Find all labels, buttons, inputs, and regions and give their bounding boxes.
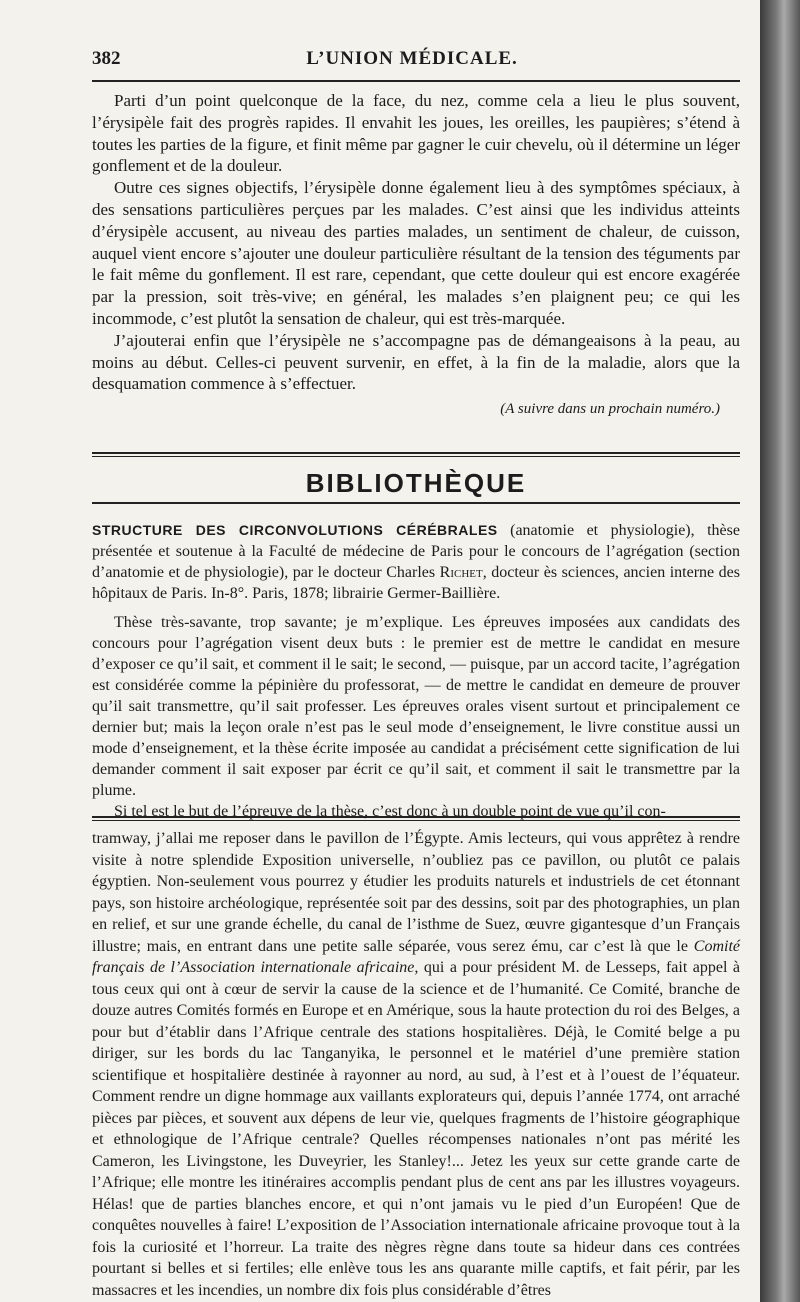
committee-name: Comité français de l’Association internationale africaine, <box>92 937 740 976</box>
page-number: 382 <box>92 48 121 69</box>
review-paragraph: Si tel est le but de l’épreuve de la thèse, c’est donc à un double point de vue qu’il con- <box>114 803 666 820</box>
book-review <box>92 612 740 822</box>
book-entry <box>92 520 740 604</box>
feuilleton-rule <box>92 816 740 821</box>
section-rule-bottom <box>92 502 740 504</box>
article-paragraph: Outre ces signes objectifs, l’érysipèle donne également lieu à des symptômes spéciaux, à des sensations particulières perçues par les malades. C’est ainsi que les individus atteints d’érysipèle accusent, au niveau des parties malades, un sentiment de chaleur, de cuisson, auquel vient encore s’ajouter une douleur particulière résultant de la tension des téguments par le fait même du gonflement. Il est rare, cependant, que cette douleur qui est encore exagérée par la pression, soit très-vive; en général, les malades s’en plaignent peu; ce qui les incommode, c’est plutôt la sensation de chaleur, qui est très-marquée. <box>92 178 740 328</box>
feuilleton-paragraph <box>92 828 740 1301</box>
page-header <box>92 48 732 74</box>
book-author: Richet <box>439 564 483 581</box>
review-paragraph: Thèse très-savante, trop savante; je m’explique. Les épreuves imposées aux candidats des concours pour l’agrégation visent deux buts : le premier est de mettre le candidat en mesure d’exposer ce qu’il sait, et comment il le sait; le second, — puisque, par un accord tacite, l’agrégation est considérée comme la pépinière du professorat, — de mettre le candidat en demeure de prouver qu’il sait transmettre, qu’il sait professer. Les épreuves orales visent surtout et principalement ce dernier but; mais la leçon orale n’est pas le seul mode d’enseignement, le livre constitue aussi un mode d’enseignement, et la thèse écrite imposée au candidat a précisément cette signification de lui demander comment il sait exposer par écrit ce qu’il sait, et comment il sait le transmettre par la plume. <box>92 614 740 799</box>
book-description: (anatomie et physiologie), thèse présentée et soutenue à la Faculté de médecine de Paris pour le concours de l’agrégation (section d’anatomie et de physiologie), par le docteur Charles <box>92 522 740 581</box>
book-publication: , docteur ès sciences, ancien interne des hôpitaux de Paris. In-8°. Paris, 1878; librairie Germer-Baillière. <box>92 564 741 602</box>
book-title: STRUCTURE DES CIRCONVOLUTIONS CÉRÉBRALES <box>92 522 498 538</box>
article-paragraph: Parti d’un point quelconque de la face, du nez, comme cela a lieu le plus souvent, l’érysipèle fait des progrès rapides. Il envahit les joues, les oreilles, les paupières; s’étend à toutes les parties de la figure, et finit même par gagner le cuir chevelu, où il détermine un léger gonflement et de la douleur. <box>92 91 740 176</box>
article-paragraph: J’ajouterai enfin que l’érysipèle ne s’accompagne pas de démangeaisons à la peau, au moins au début. Celles-ci peuvent survenir, en effet, à la fin de la maladie, alors que la desquamation commence à s’effectuer. <box>92 330 740 394</box>
continued-article <box>92 90 740 421</box>
book-citation <box>92 520 740 604</box>
header-rule <box>92 80 740 82</box>
continuation-note: (A suivre dans un prochain numéro.) <box>500 401 720 418</box>
page-edge <box>760 0 800 1302</box>
feuilleton <box>92 828 740 1301</box>
feuilleton-text: tramway, j’allai me reposer dans le pavillon de l’Égypte. Amis lecteurs, qui vous apprêtez à rendre visite à notre splendide Exposition universelle, n’oubliez pas ce pavillon, ou plutôt ce palais égyptien. Non-seulement vous pourrez y étudier les produits naturels et industriels de cet étonnant pays, son histoire archéologique, représentée soit par des dessins, soit par des photographies, un plan en relief, et sur une grande échelle, du canal de l’isthme de Suez, œuvre gigantesque d’un Français illustre; mais, en entrant dans une petite salle séparée, vous serez ému, car c’est là que le <box>92 830 740 955</box>
feuilleton-text-continued: qui a pour président M. de Lesseps, fait appel à tous ceux qui ont à cœur de servir la cause de la science et de l’humanité. Ce Comité, branche de douze autres Comités formés en Europe et en Amérique, sous la haute protection du roi des Belges, a pour but d’établir dans l’Afrique centrale des stations hospitalières. Déjà, le Comité belge a pu diriger, sur les bords du lac Tanganyika, le personnel et le matériel d’une première station scientifique et hospitalière destinée à rayonner au nord, au sud, à l’est et à l’ouest de l’équateur. Comment rendre un digne hommage aux vaillants explorateurs qui, depuis l’année 1774, ont arraché pièces par pièces, et souvent aux dépens de leur vie, quelques fragments de l’histoire géographique et ethnologique de l’Afrique centrale? Quelles récompenses nationales n’ont pas mérité les Cameron, les Livingstone, les Duveyrier, les Stanley!... Jetez les yeux sur cette grande carte de l’Afrique; elle montre les itinéraires accomplis pendant plus de cent ans par les illustres voyageurs. Hélas! que de parties blanches encore, et qui n’ont jamais vu le pied d’un Européen! Que de conquêtes nouvelles à faire! L’exposition de l’Association internationale africaine provoque tout à la fois la curiosité et l’horreur. La traite des nègres règne dans toute sa hideur dans ces contrées pourtant si belles et si fertiles; elle enlève tous les ans quarante mille captifs, et fait périr, par les massacres et les incendies, un nombre dix fois plus considérable d’êtres <box>92 959 741 1299</box>
section-title: BIBLIOTHÈQUE <box>305 468 527 498</box>
journal-title: L’UNION MÉDICALE. <box>306 48 518 69</box>
section-rule-top <box>92 452 740 457</box>
